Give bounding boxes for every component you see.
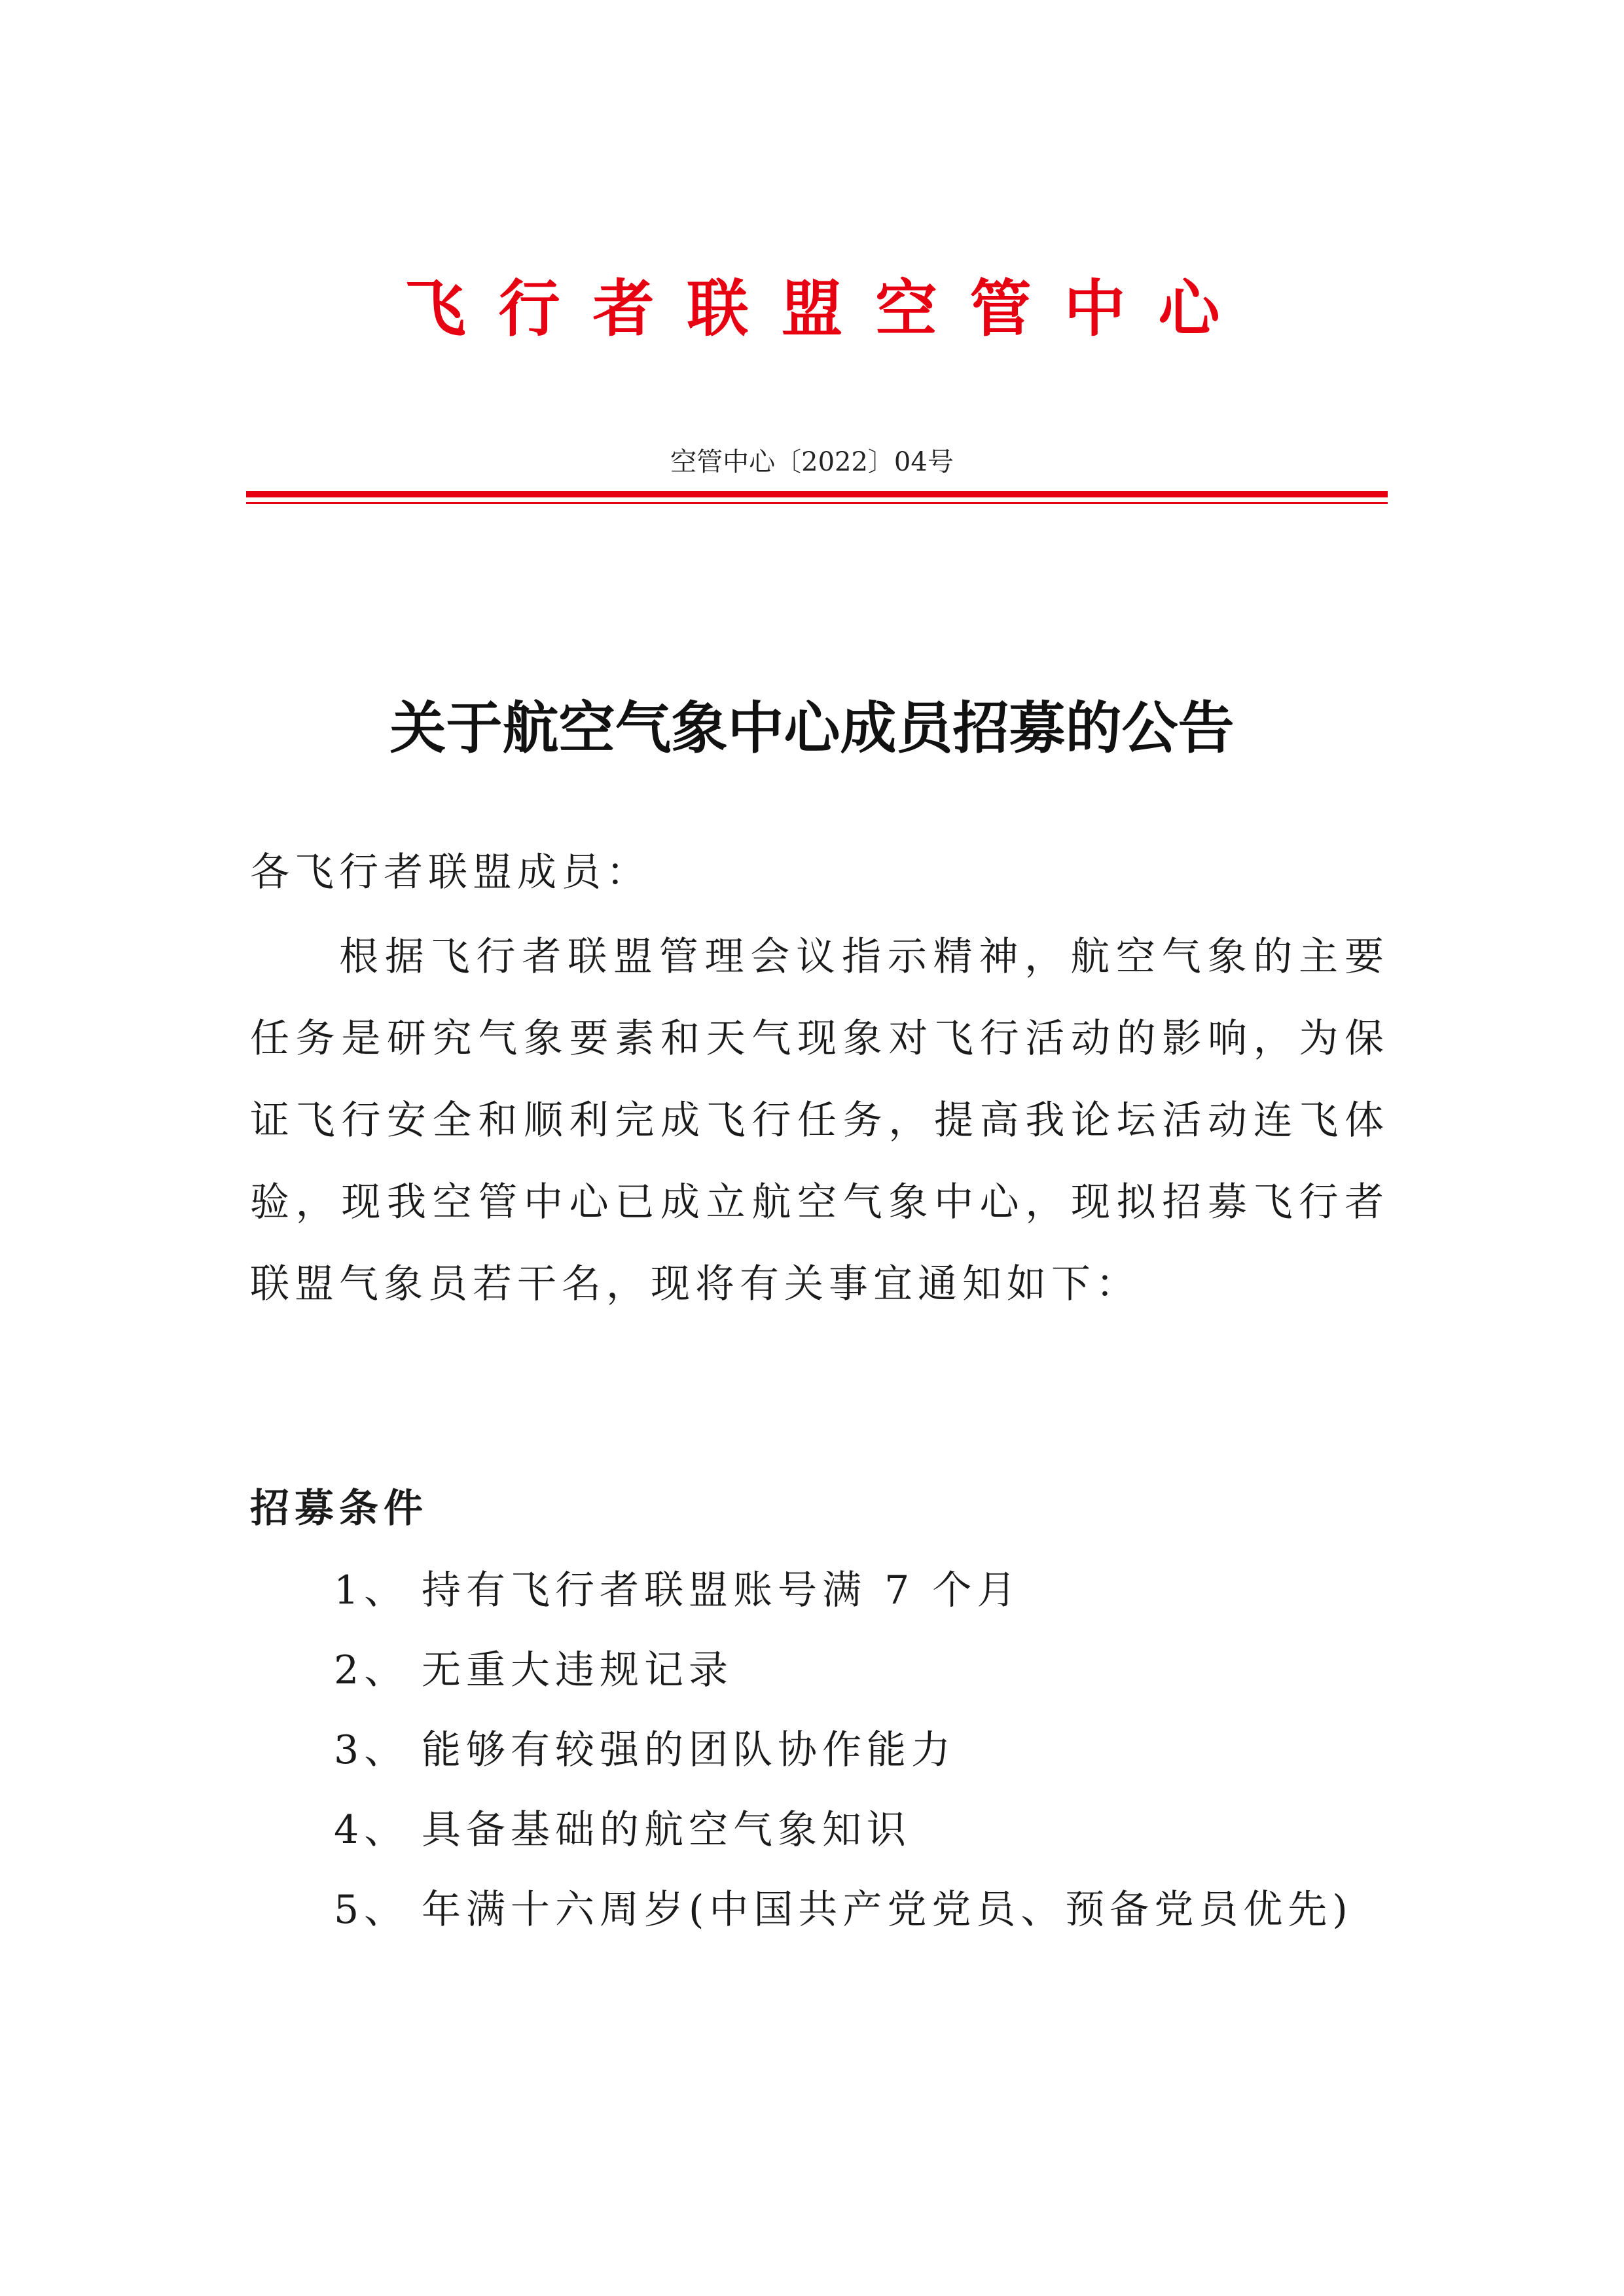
requirement-number: 2、 [334,1647,409,1693]
requirements-heading: 招募条件 [250,1486,428,1532]
requirement-item [334,1887,1353,1933]
requirement-text: 能够有较强的团队协作能力 [422,1727,956,1773]
requirement-number: 4、 [334,1807,409,1853]
organization-title: 飞行者联盟空管中心 [404,273,1253,345]
requirement-number: 3、 [334,1727,409,1773]
red-divider-thick [246,491,1388,497]
requirement-number: 5、 [334,1887,409,1933]
requirement-item [334,1727,956,1773]
requirement-number: 1、 [334,1568,409,1613]
requirement-item [334,1647,733,1693]
requirement-text: 无重大违规记录 [422,1647,733,1693]
salutation: 各飞行者联盟成员： [250,850,651,895]
red-divider-thin [246,502,1388,504]
requirement-item [334,1807,911,1853]
requirement-text: 持有飞行者联盟账号满 7 个月 [422,1568,1022,1613]
requirement-text: 具备基础的航空气象知识 [422,1807,911,1853]
body-paragraph: 根据飞行者联盟管理会议指示精神，航空气象的主要任务是研究气象要素和天气现象对飞行活动的影响，为保证飞行安全和顺利完成飞行任务，提高我论坛活动连飞体验，现我空管中心已成立航空气象中心，现拟招募飞行者联盟气象员若干名，现将有关事宜通知如下： [250,934,1389,1307]
requirement-text: 年满十六周岁(中国共产党党员、预备党员优先) [422,1887,1353,1933]
document-number: 空管中心〔2022〕04号 [670,447,954,477]
notice-title: 关于航空气象中心成员招募的公告 [389,695,1235,761]
requirement-item [334,1568,1022,1613]
